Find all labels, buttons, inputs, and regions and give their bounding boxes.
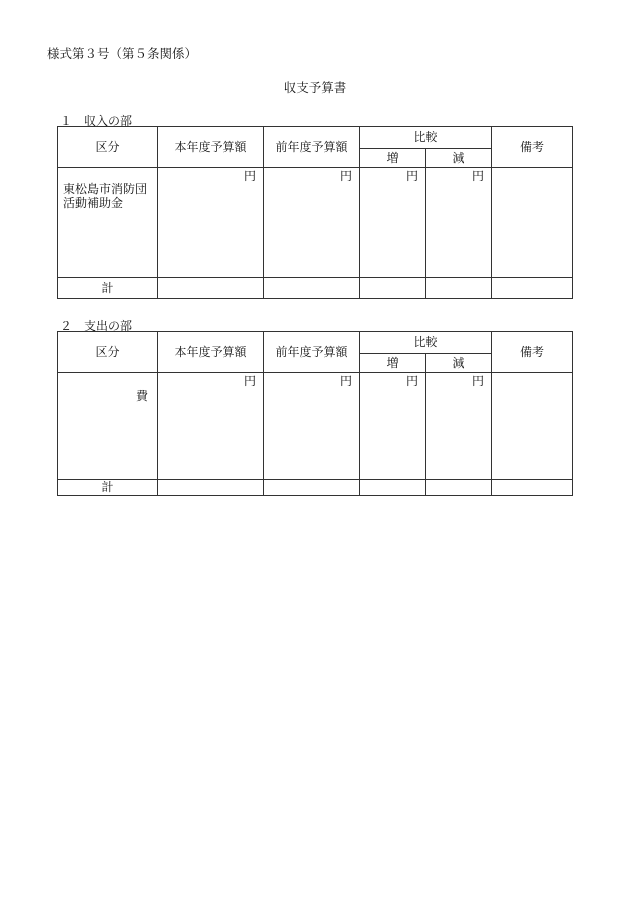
expense-section-label: ２ 支出の部 [60,319,133,333]
expense-previous-budget-cell: 円 [264,373,360,480]
header-current-budget: 本年度予算額 [158,332,264,373]
expense-total-increase [360,480,426,496]
document-title: 収支予算書 [283,80,347,95]
income-category-line1: 東松島市消防団 [63,182,148,196]
income-total-remarks [492,278,573,299]
header-previous-budget: 前年度予算額 [264,127,360,168]
header-current-budget: 本年度予算額 [158,127,264,168]
expense-total-decrease [426,480,492,496]
header-decrease: 減 [426,354,492,373]
income-decrease-cell: 円 [426,168,492,278]
expense-decrease-cell: 円 [426,373,492,480]
expense-total-label: 計 [58,480,158,496]
expense-remarks-cell [492,373,573,480]
form-number: 様式第３号（第５条関係） [47,46,198,61]
header-category: 区分 [58,127,158,168]
header-increase: 増 [360,149,426,168]
header-decrease: 減 [426,149,492,168]
expense-total-previous [264,480,360,496]
header-previous-budget: 前年度予算額 [264,332,360,373]
income-increase-cell: 円 [360,168,426,278]
expense-table [57,331,573,496]
income-total-label: 計 [58,278,158,299]
income-table [57,126,573,299]
header-comparison: 比較 [360,332,492,354]
header-remarks: 備考 [492,332,573,373]
income-current-budget-cell: 円 [158,168,264,278]
income-total-decrease [426,278,492,299]
expense-total-current [158,480,264,496]
header-category: 区分 [58,332,158,373]
header-increase: 増 [360,354,426,373]
expense-category: 費 [58,373,158,480]
expense-total-remarks [492,480,573,496]
income-category-line2: 活動補助金 [63,196,124,211]
expense-current-budget-cell: 円 [158,373,264,480]
income-remarks-cell [492,168,573,278]
income-total-increase [360,278,426,299]
expense-increase-cell: 円 [360,373,426,480]
income-previous-budget-cell: 円 [264,168,360,278]
income-category [58,168,158,278]
income-total-previous [264,278,360,299]
income-total-current [158,278,264,299]
income-section-label: １ 収入の部 [60,114,133,128]
header-comparison: 比較 [360,127,492,149]
header-remarks: 備考 [492,127,573,168]
